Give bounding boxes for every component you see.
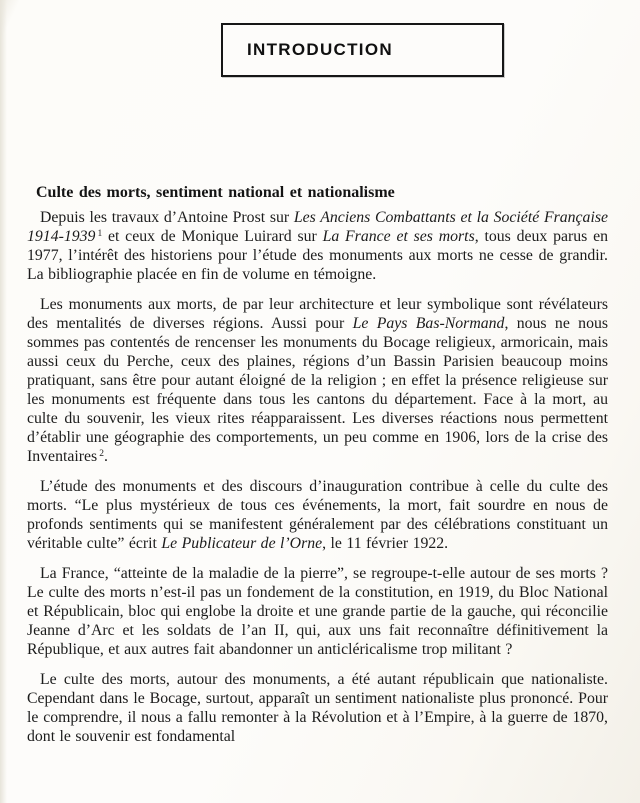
text-run: L’étude des monuments et des discours d’inauguration contribue à celle du culte des morts. “Le plus mystérieux de tous ces événements, la mort, fait sourdre en nous de profonds sentiments qui se manifestent généralement par des célébrations constituant un véritable culte” écrit [27,478,608,552]
text-run: . [103,448,108,465]
text-run: et ceux de Monique Luirard sur [102,228,323,245]
paragraph [27,477,608,553]
text-run: La France, “atteinte de la maladie de la pierre”, se regroupe-t-elle autour de ses morts ? Le culte des morts n’est-il pas un fondement de la constitution, en 1919, du Bloc National et Républicain, bloc qui englobe la droite et une grande partie de la gauche, qui réconcilie Jeanne d’Arc et les soldats de l’an II, qui, aux uns fait reconnaître définitivement la République, et aux autres fait abandonner un anticléricalisme trop militant ? [27,565,608,658]
italic-title: Les Anciens Combattants et la Société Française 1914-1939 [27,209,608,245]
text-run: Depuis les travaux d’Antoine Prost sur [40,209,294,226]
text-run: , tous deux parus en 1977, l’intérêt des historiens pour l’étude des monuments aux morts ne cesse de grandir. La bibliographie placée en fin de volume en témoigne. [27,228,608,283]
chapter-title-box [221,23,504,77]
footnote-ref: 2 [99,449,104,459]
text-run: , le 11 février 1922. [322,535,449,552]
text-run: Le culte des morts, autour des monuments, a été autant républicain que nationaliste. Cependant dans le Bocage, surtout, apparaît un sentiment nationaliste plus prononcé. Pour le comprendre, il nous a fallu remonter à la Révolution et à l’Empire, à la guerre de 1870, dont le souvenir est fondamental [27,671,608,745]
text-run: Les monuments aux morts, de par leur architecture et leur symbolique sont révélateurs des mentalités de diverses régions. Aussi pour [27,296,608,332]
italic-title: Le Publicateur de l’Orne [161,535,323,552]
body-text [27,208,608,746]
footnote-ref: 1 [97,229,103,239]
chapter-title: INTRODUCTION [247,40,393,59]
italic-title: Le Pays Bas-Normand [352,315,505,332]
scan-edge-shading [0,0,7,803]
paragraph [27,295,608,466]
paragraph [27,670,608,746]
paragraph [27,208,608,284]
paragraph [27,564,608,659]
page-content [27,77,608,757]
text-run: , nous ne nous sommes pas contentés de rencenser les monuments du Bocage religieux, armoricain, mais aussi ceux du Perche, ceux des plaines, régions d’un Bassin Parisien beaucoup moins pratiquant, sans être pour autant éloigné de la religion ; en effet la présence religieuse sur les monuments est fréquente dans tous les cantons du département. Face à la mort, au culte du souvenir, les vieux rites réapparaissent. Les diverses réactions nous permettent d’établir une géographie des comportements, un peu comme en 1906, lors de la crise des Inventaires [27,315,609,465]
section-heading: Culte des morts, sentiment national et nationalisme [36,184,395,201]
italic-title: La France et ses morts [322,228,475,245]
